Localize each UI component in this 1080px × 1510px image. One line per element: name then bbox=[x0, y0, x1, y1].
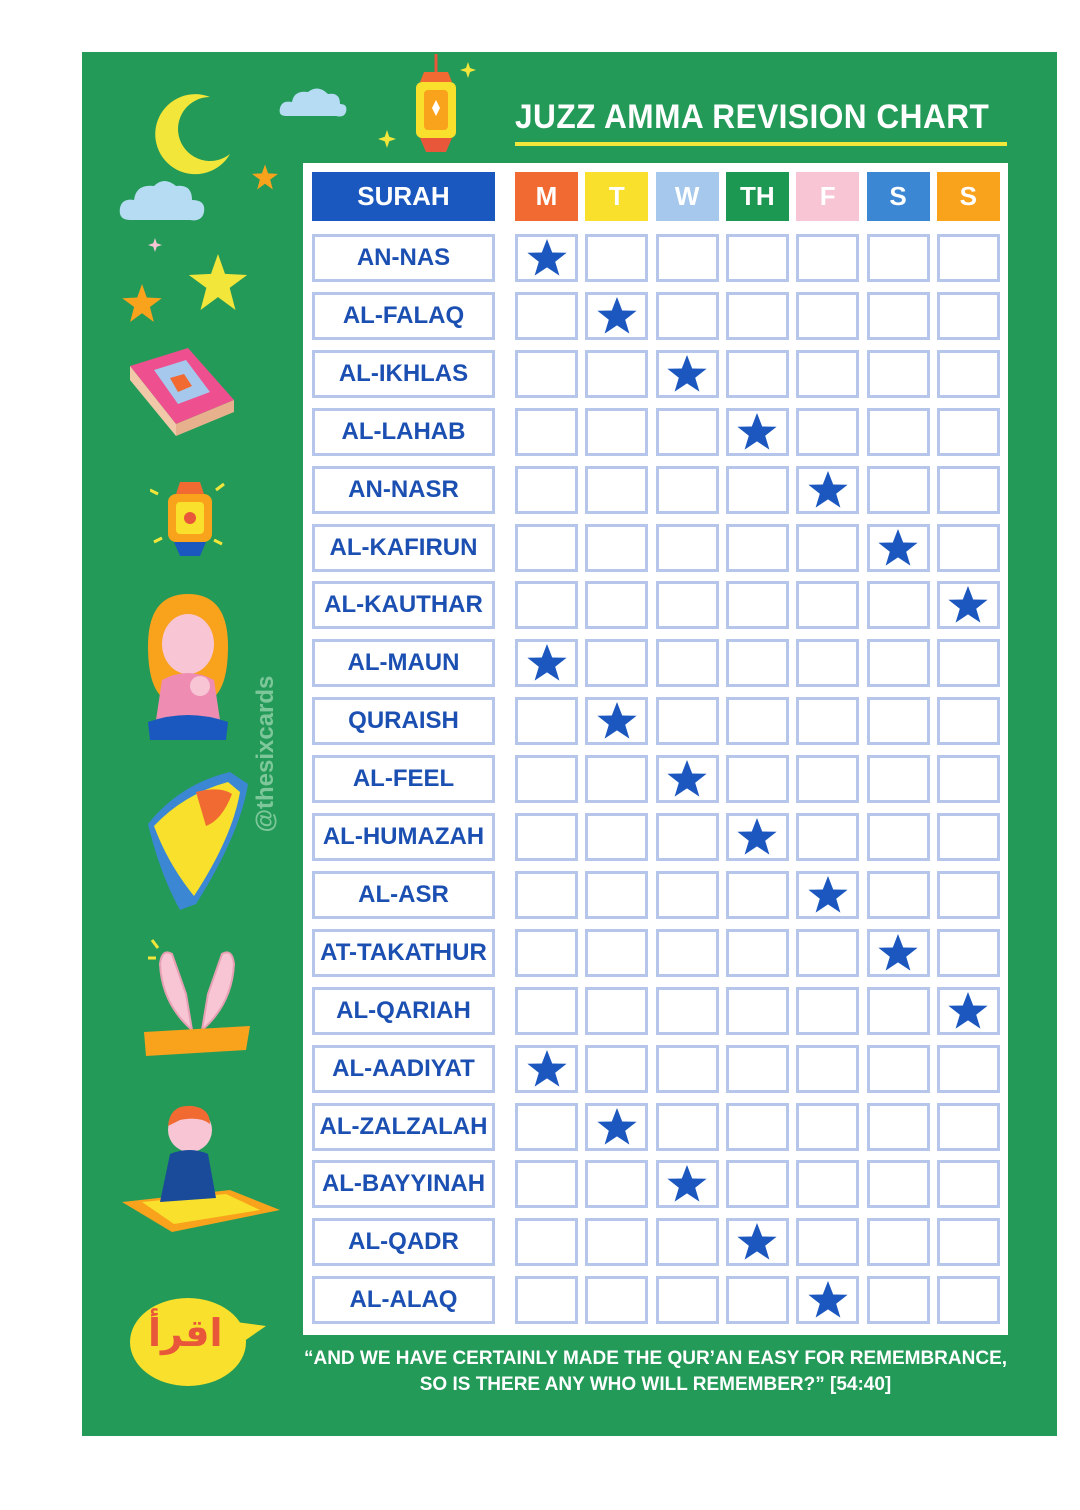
day-checkbox-cell[interactable] bbox=[796, 871, 859, 919]
day-checkbox-cell[interactable] bbox=[656, 987, 719, 1035]
day-checkbox-cell[interactable] bbox=[515, 1045, 578, 1093]
day-checkbox-cell[interactable] bbox=[515, 929, 578, 977]
day-checkbox-cell[interactable] bbox=[937, 639, 1000, 687]
day-checkbox-cell[interactable] bbox=[867, 1218, 930, 1266]
day-checkbox-cell[interactable] bbox=[656, 1103, 719, 1151]
lantern-icon bbox=[150, 472, 230, 564]
surah-cell: AL-QARIAH bbox=[312, 987, 495, 1035]
day-checkbox-cell[interactable] bbox=[937, 1276, 1000, 1324]
day-checkbox-cell[interactable] bbox=[515, 871, 578, 919]
day-checkbox-cell[interactable] bbox=[585, 466, 648, 514]
star-mark-icon bbox=[736, 817, 778, 857]
day-checkbox-cell[interactable] bbox=[726, 408, 789, 456]
header-day-0: M bbox=[515, 172, 578, 221]
day-checkbox-cell[interactable] bbox=[656, 871, 719, 919]
day-checkbox-cell[interactable] bbox=[867, 524, 930, 572]
star-mark-icon bbox=[947, 991, 989, 1031]
header-day-2: W bbox=[656, 172, 719, 221]
day-checkbox-cell[interactable] bbox=[656, 581, 719, 629]
day-checkbox-cell[interactable] bbox=[867, 871, 930, 919]
day-checkbox-cell[interactable] bbox=[656, 1218, 719, 1266]
day-checkbox-cell[interactable] bbox=[585, 234, 648, 282]
day-checkbox-cell[interactable] bbox=[937, 813, 1000, 861]
star-mark-icon bbox=[526, 1049, 568, 1089]
day-checkbox-cell[interactable] bbox=[726, 987, 789, 1035]
day-checkbox-cell[interactable] bbox=[726, 292, 789, 340]
day-checkbox-cell[interactable] bbox=[726, 1160, 789, 1208]
header-day-4: F bbox=[796, 172, 859, 221]
day-checkbox-cell[interactable] bbox=[656, 1160, 719, 1208]
day-checkbox-cell[interactable] bbox=[867, 1160, 930, 1208]
day-checkbox-cell[interactable] bbox=[515, 524, 578, 572]
surah-cell: AL-FEEL bbox=[312, 755, 495, 803]
surah-cell: QURAISH bbox=[312, 697, 495, 745]
boy-praying-icon bbox=[120, 1098, 284, 1236]
day-checkbox-cell[interactable] bbox=[796, 987, 859, 1035]
day-checkbox-cell[interactable] bbox=[796, 813, 859, 861]
surah-cell: AL-MAUN bbox=[312, 639, 495, 687]
day-checkbox-cell[interactable] bbox=[585, 1045, 648, 1093]
surah-cell: AL-KAUTHAR bbox=[312, 581, 495, 629]
surah-cell: AN-NASR bbox=[312, 466, 495, 514]
day-checkbox-cell[interactable] bbox=[515, 466, 578, 514]
day-checkbox-cell[interactable] bbox=[937, 1160, 1000, 1208]
day-checkbox-cell[interactable] bbox=[937, 1045, 1000, 1093]
day-checkbox-cell[interactable] bbox=[585, 292, 648, 340]
day-checkbox-cell[interactable] bbox=[515, 755, 578, 803]
cloud-icon bbox=[118, 176, 208, 224]
day-checkbox-cell[interactable] bbox=[867, 639, 930, 687]
day-checkbox-cell[interactable] bbox=[867, 929, 930, 977]
day-checkbox-cell[interactable] bbox=[656, 813, 719, 861]
day-checkbox-cell[interactable] bbox=[515, 987, 578, 1035]
surah-cell: AL-FALAQ bbox=[312, 292, 495, 340]
day-checkbox-cell[interactable] bbox=[515, 234, 578, 282]
day-checkbox-cell[interactable] bbox=[515, 1218, 578, 1266]
day-checkbox-cell[interactable] bbox=[937, 987, 1000, 1035]
day-checkbox-cell[interactable] bbox=[796, 581, 859, 629]
day-checkbox-cell[interactable] bbox=[656, 639, 719, 687]
day-checkbox-cell[interactable] bbox=[515, 408, 578, 456]
day-checkbox-cell[interactable] bbox=[796, 350, 859, 398]
star-mark-icon bbox=[666, 1164, 708, 1204]
day-checkbox-cell[interactable] bbox=[585, 1160, 648, 1208]
star-mark-icon bbox=[526, 643, 568, 683]
day-checkbox-cell[interactable] bbox=[585, 697, 648, 745]
surah-cell: AL-HUMAZAH bbox=[312, 813, 495, 861]
surah-cell: AT-TAKATHUR bbox=[312, 929, 495, 977]
star-mark-icon bbox=[947, 585, 989, 625]
day-checkbox-cell[interactable] bbox=[867, 466, 930, 514]
day-checkbox-cell[interactable] bbox=[867, 292, 930, 340]
day-checkbox-cell[interactable] bbox=[796, 234, 859, 282]
day-checkbox-cell[interactable] bbox=[867, 581, 930, 629]
day-checkbox-cell[interactable] bbox=[515, 813, 578, 861]
day-checkbox-cell[interactable] bbox=[726, 350, 789, 398]
surah-cell: AL-AADIYAT bbox=[312, 1045, 495, 1093]
day-checkbox-cell[interactable] bbox=[585, 639, 648, 687]
star-icon bbox=[252, 164, 278, 190]
day-checkbox-cell[interactable] bbox=[515, 292, 578, 340]
day-checkbox-cell[interactable] bbox=[796, 408, 859, 456]
day-checkbox-cell[interactable] bbox=[726, 813, 789, 861]
day-checkbox-cell[interactable] bbox=[726, 755, 789, 803]
day-checkbox-cell[interactable] bbox=[656, 1276, 719, 1324]
day-checkbox-cell[interactable] bbox=[515, 697, 578, 745]
header-day-3: TH bbox=[726, 172, 789, 221]
day-checkbox-cell[interactable] bbox=[867, 1103, 930, 1151]
surah-cell: AL-BAYYINAH bbox=[312, 1160, 495, 1208]
day-checkbox-cell[interactable] bbox=[937, 466, 1000, 514]
star-icon bbox=[188, 254, 248, 310]
day-checkbox-cell[interactable] bbox=[726, 524, 789, 572]
crescent-moon-icon bbox=[148, 92, 238, 177]
quran-book-icon bbox=[126, 344, 238, 440]
day-checkbox-cell[interactable] bbox=[937, 524, 1000, 572]
day-checkbox-cell[interactable] bbox=[656, 350, 719, 398]
day-checkbox-cell[interactable] bbox=[937, 234, 1000, 282]
cloud-icon bbox=[278, 86, 348, 120]
surah-cell: AL-QADR bbox=[312, 1218, 495, 1266]
star-mark-icon bbox=[807, 1280, 849, 1320]
surah-cell: AL-ALAQ bbox=[312, 1276, 495, 1324]
day-checkbox-cell[interactable] bbox=[796, 1103, 859, 1151]
day-checkbox-cell[interactable] bbox=[656, 524, 719, 572]
day-checkbox-cell[interactable] bbox=[937, 350, 1000, 398]
day-checkbox-cell[interactable] bbox=[726, 639, 789, 687]
star-mark-icon bbox=[736, 412, 778, 452]
star-mark-icon bbox=[596, 1107, 638, 1147]
day-checkbox-cell[interactable] bbox=[726, 581, 789, 629]
surah-cell: AL-LAHAB bbox=[312, 408, 495, 456]
day-checkbox-cell[interactable] bbox=[796, 1160, 859, 1208]
star-mark-icon bbox=[666, 759, 708, 799]
day-checkbox-cell[interactable] bbox=[585, 813, 648, 861]
header-day-6: S bbox=[937, 172, 1000, 221]
day-checkbox-cell[interactable] bbox=[867, 755, 930, 803]
day-checkbox-cell[interactable] bbox=[726, 1045, 789, 1093]
day-checkbox-cell[interactable] bbox=[585, 1276, 648, 1324]
day-checkbox-cell[interactable] bbox=[515, 1160, 578, 1208]
star-mark-icon bbox=[526, 238, 568, 278]
header-day-5: S bbox=[867, 172, 930, 221]
day-checkbox-cell[interactable] bbox=[726, 929, 789, 977]
day-checkbox-cell[interactable] bbox=[585, 1103, 648, 1151]
day-checkbox-cell[interactable] bbox=[867, 350, 930, 398]
star-mark-icon bbox=[596, 701, 638, 741]
day-checkbox-cell[interactable] bbox=[585, 755, 648, 803]
day-checkbox-cell[interactable] bbox=[937, 408, 1000, 456]
star-mark-icon bbox=[596, 296, 638, 336]
day-checkbox-cell[interactable] bbox=[937, 929, 1000, 977]
day-checkbox-cell[interactable] bbox=[656, 1045, 719, 1093]
star-mark-icon bbox=[807, 875, 849, 915]
day-checkbox-cell[interactable] bbox=[796, 466, 859, 514]
day-checkbox-cell[interactable] bbox=[937, 755, 1000, 803]
lantern-icon bbox=[410, 54, 462, 162]
star-icon bbox=[378, 130, 396, 148]
star-mark-icon bbox=[807, 470, 849, 510]
star-mark-icon bbox=[877, 528, 919, 568]
day-checkbox-cell[interactable] bbox=[585, 987, 648, 1035]
day-checkbox-cell[interactable] bbox=[656, 234, 719, 282]
day-checkbox-cell[interactable] bbox=[937, 581, 1000, 629]
day-checkbox-cell[interactable] bbox=[796, 755, 859, 803]
day-checkbox-cell[interactable] bbox=[585, 871, 648, 919]
day-checkbox-cell[interactable] bbox=[656, 697, 719, 745]
star-icon bbox=[122, 284, 162, 322]
day-checkbox-cell[interactable] bbox=[585, 408, 648, 456]
day-checkbox-cell[interactable] bbox=[726, 1218, 789, 1266]
star-mark-icon bbox=[877, 933, 919, 973]
day-checkbox-cell[interactable] bbox=[937, 1103, 1000, 1151]
day-checkbox-cell[interactable] bbox=[515, 581, 578, 629]
title-underline bbox=[515, 142, 1007, 146]
girl-praying-icon bbox=[140, 590, 236, 742]
day-checkbox-cell[interactable] bbox=[726, 871, 789, 919]
prayer-rug-icon bbox=[140, 764, 252, 912]
day-checkbox-cell[interactable] bbox=[796, 1276, 859, 1324]
day-checkbox-cell[interactable] bbox=[867, 408, 930, 456]
day-checkbox-cell[interactable] bbox=[726, 1103, 789, 1151]
day-checkbox-cell[interactable] bbox=[867, 1276, 930, 1324]
day-checkbox-cell[interactable] bbox=[937, 292, 1000, 340]
page-title: JUZZ AMMA REVISION CHART bbox=[515, 98, 990, 136]
star-icon bbox=[460, 62, 476, 78]
day-checkbox-cell[interactable] bbox=[656, 929, 719, 977]
day-checkbox-cell[interactable] bbox=[796, 929, 859, 977]
star-mark-icon bbox=[736, 1222, 778, 1262]
day-checkbox-cell[interactable] bbox=[796, 1045, 859, 1093]
day-checkbox-cell[interactable] bbox=[867, 697, 930, 745]
day-checkbox-cell[interactable] bbox=[726, 697, 789, 745]
day-checkbox-cell[interactable] bbox=[726, 466, 789, 514]
day-checkbox-cell[interactable] bbox=[796, 1218, 859, 1266]
surah-cell: AL-KAFIRUN bbox=[312, 524, 495, 572]
day-checkbox-cell[interactable] bbox=[515, 350, 578, 398]
day-checkbox-cell[interactable] bbox=[585, 581, 648, 629]
iqra-text: اقرأ bbox=[148, 1311, 223, 1355]
watermark: @thesixcards bbox=[252, 675, 279, 833]
praying-hands-icon bbox=[142, 934, 252, 1068]
day-checkbox-cell[interactable] bbox=[937, 871, 1000, 919]
day-checkbox-cell[interactable] bbox=[585, 929, 648, 977]
day-checkbox-cell[interactable] bbox=[937, 697, 1000, 745]
day-checkbox-cell[interactable] bbox=[656, 466, 719, 514]
day-checkbox-cell[interactable] bbox=[585, 350, 648, 398]
header-surah: SURAH bbox=[312, 172, 495, 221]
day-checkbox-cell[interactable] bbox=[796, 292, 859, 340]
day-checkbox-cell[interactable] bbox=[656, 755, 719, 803]
day-checkbox-cell[interactable] bbox=[796, 639, 859, 687]
star-mark-icon bbox=[666, 354, 708, 394]
day-checkbox-cell[interactable] bbox=[515, 1276, 578, 1324]
day-checkbox-cell[interactable] bbox=[867, 1045, 930, 1093]
day-checkbox-cell[interactable] bbox=[937, 1218, 1000, 1266]
surah-cell: AL-ZALZALAH bbox=[312, 1103, 495, 1151]
day-checkbox-cell[interactable] bbox=[867, 813, 930, 861]
surah-cell: AL-ASR bbox=[312, 871, 495, 919]
day-checkbox-cell[interactable] bbox=[796, 697, 859, 745]
day-checkbox-cell[interactable] bbox=[726, 234, 789, 282]
header-day-1: T bbox=[585, 172, 648, 221]
day-checkbox-cell[interactable] bbox=[796, 524, 859, 572]
quote-line-2: SO IS THERE ANY WHO WILL REMEMBER?” [54:40] bbox=[419, 1374, 892, 1395]
quote bbox=[303, 1346, 1008, 1398]
quote-line-1: “AND WE HAVE CERTAINLY MADE THE QUR’AN EASY FOR REMEMBRANCE, bbox=[303, 1348, 1008, 1369]
day-checkbox-cell[interactable] bbox=[656, 292, 719, 340]
day-checkbox-cell[interactable] bbox=[867, 234, 930, 282]
day-checkbox-cell[interactable] bbox=[515, 639, 578, 687]
day-checkbox-cell[interactable] bbox=[585, 1218, 648, 1266]
day-checkbox-cell[interactable] bbox=[656, 408, 719, 456]
day-checkbox-cell[interactable] bbox=[726, 1276, 789, 1324]
day-checkbox-cell[interactable] bbox=[515, 1103, 578, 1151]
surah-cell: AN-NAS bbox=[312, 234, 495, 282]
day-checkbox-cell[interactable] bbox=[867, 987, 930, 1035]
day-checkbox-cell[interactable] bbox=[585, 524, 648, 572]
star-icon bbox=[148, 238, 162, 252]
surah-cell: AL-IKHLAS bbox=[312, 350, 495, 398]
